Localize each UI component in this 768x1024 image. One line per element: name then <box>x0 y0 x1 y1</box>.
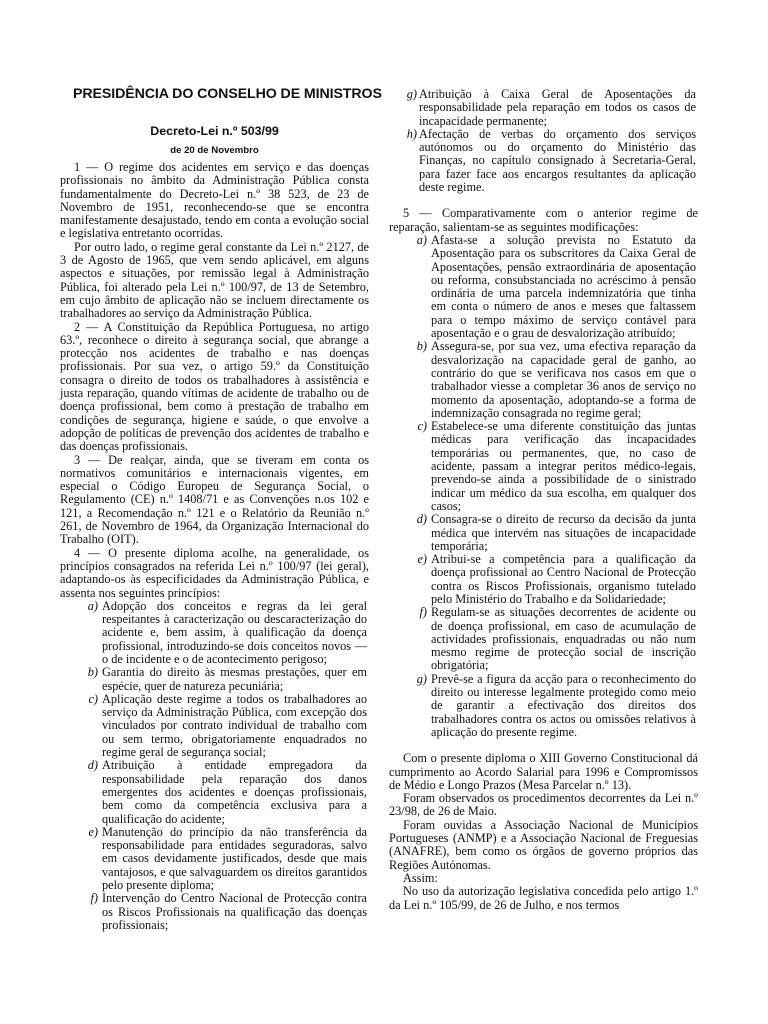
list-marker: b) <box>87 665 98 680</box>
list-item-text: Atribuição à Caixa Geral de Aposentações da responsabilidade pela reparação em todos os casos de incapacidade permanente; <box>419 87 696 128</box>
list-marker: d) <box>416 512 427 527</box>
paragraph: 2 — A Constituição da República Portuguesa, no artigo 63.º, reconhece o direito à segurança social, que abrange a protecção nos acidentes de trabalho e nas doenças profissionais. Por sua vez, o artigo 59.º da Constituição consagra o direito de todos os trabalhadores à assistência e justa reparação, quando vítimas de acidente de trabalho ou de doença profissional, bem como à prestação de trabalho em condições de segurança, higiene e saúde, o que envolve a adopção de políticas de prevenção dos acidentes de trabalho e das doenças profissionais. <box>60 319 369 454</box>
list-item <box>389 128 698 194</box>
list-marker: d) <box>87 758 98 773</box>
principles-list-continued <box>389 88 698 194</box>
list-item <box>389 234 698 340</box>
list-item-text: Prevê-se a figura da acção para o reconhecimento do direito ou interesse legalmente protegido como meio de garantir a efectivação dos direitos dos trabalhadores contra os actos ou omissões relativos à aplicação do presente regime. <box>431 671 696 739</box>
list-item <box>389 513 698 553</box>
list-marker: b) <box>416 339 427 354</box>
paragraph: Foram observados os procedimentos decorrentes da Lei n.º 23/98, de 26 de Maio. <box>389 791 698 819</box>
list-item-text: Regulam-se as situações decorrentes de acidente ou de doença profissional, em caso de acumulação de actividades profissionais, enquadradas ou não num mesmo regime de protecção social de inscrição obrigatória; <box>431 605 696 673</box>
list-marker: e) <box>88 824 98 839</box>
list-item <box>60 892 369 932</box>
list-item-text: Consagra-se o direito de recurso da decisão da junta médica que intervém nas situações de incapacidade temporária; <box>431 512 696 553</box>
list-marker: a) <box>87 598 98 613</box>
list-item-text: Estabelece-se uma diferente constituição das juntas médicas para verificação das incapacidades temporárias ou permanentes, que, no caso de acidente, passam a integrar peritos médico-legais, prevendo-se ainda a possibilidade de o sinistrado indicar um médico da sua escolha, em qualquer dos casos; <box>431 419 696 513</box>
paragraph: 4 — O presente diploma acolhe, na generalidade, os princípios consagrados na referida Lei n.º 100/97 (lei geral), adaptando-os às especificidades da Administração Pública, e assenta nos seguintes princípios: <box>60 545 369 600</box>
list-marker: f) <box>419 605 427 620</box>
list-item-text: Intervenção do Centro Nacional de Protecção contra os Riscos Profissionais na qualificação das doenças profissionais; <box>102 891 367 932</box>
list-item <box>60 693 369 759</box>
list-item <box>389 606 698 672</box>
modifications-list <box>389 234 698 739</box>
list-item-text: Aplicação deste regime a todos os trabalhadores ao serviço da Administração Pública, com excepção dos vinculados por contrato individual de trabalho com ou sem termo, obrigatoriamente enquadrados no regime geral de segurança social; <box>102 691 367 760</box>
list-marker: f) <box>90 891 98 906</box>
left-column <box>60 161 369 932</box>
list-item-text: Atribuição à entidade empregadora da responsabilidade pela reparação dos danos emergentes dos acidentes e doenças profissionais, bem como da competência exclusiva para a qualificação do acidente; <box>102 758 367 826</box>
paragraph: 3 — De realçar, ainda, que se tiveram em conta os normativos comunitários e internacionais vigentes, em especial o Código Europeu de Segurança Social, o Regulamento (CE) n.º 1408/71 e as Convenções n.os 102 e 121, a Recomendação n.º 121 e o Relatório da Reunião n.º 261, de Novembro de 1964, da Organização Internacional do Trabalho (OIT). <box>60 452 369 547</box>
list-item <box>60 666 369 693</box>
list-item-text: Garantia do direito às mesmas prestações, quer em espécie, quer de natureza pecuniária; <box>102 665 367 693</box>
list-item <box>60 759 369 825</box>
page-title: PRESIDÊNCIA DO CONSELHO DE MINISTROS <box>73 86 382 102</box>
list-item <box>389 553 698 606</box>
list-item-text: Manutenção do princípio da não transferência da responsabilidade para entidades seguradoras, salvo em casos devidamente justificados, desde que mais vantajosos, e que salvaguardem os direitos garantidos pelo presente diploma; <box>102 824 367 893</box>
list-marker: a) <box>416 232 427 247</box>
list-item-text: Afectação de verbas do orçamento dos serviços autónomos ou do orçamento do Ministério das Finanças, no capítulo consignado à Secretaria-Geral, para fazer face aos encargos resultantes da aplicação deste regime. <box>419 126 696 195</box>
list-marker: c) <box>88 691 98 706</box>
paragraph: 5 — Comparativamente com o anterior regime de reparação, salientam-se as seguintes modificações: <box>389 206 698 234</box>
paragraph: Por outro lado, o regime geral constante da Lei n.º 2127, de 3 de Agosto de 1965, que vem sendo aplicável, em alguns aspectos e situações, por remissão legal à Administração Pública, foi alterado pela Lei n.º 100/97, de 13 de Setembro, em cujo âmbito de aplicação não se incluem directamente os trabalhadores ao serviço da Administração Pública. <box>60 239 369 321</box>
list-item <box>60 826 369 892</box>
paragraph: Foram ouvidas a Associação Nacional de Municípios Portugueses (ANMP) e a Associação Nacional de Freguesias (ANAFRE), bem como os órgãos de governo próprios das Regiões Autónomas. <box>389 817 698 872</box>
list-marker: g) <box>416 671 427 686</box>
list-marker: g) <box>406 87 417 101</box>
decree-title: Decreto-Lei n.º 503/99 <box>150 124 279 138</box>
list-item <box>389 420 698 513</box>
list-item <box>389 673 698 739</box>
list-item-text: Adopção dos conceitos e regras da lei geral respeitantes à caracterização ou descaracterização do acidente e, bem assim, à qualificação da doença profissional, introduzindo-se dois conceitos novos — o de incidente e o de acontecimento perigoso; <box>102 598 367 666</box>
list-item-text: Afasta-se a solução prevista no Estatuto da Aposentação para os subscritores da Caixa Geral de Aposentações, pensão extraordinária de aposentação ou reforma, consubstanciada no acréscimo à pensão ordinária de uma parcela indemnizatória que tinha em conta o número de anos e meses que faltassem para o tempo máximo de serviço contável para aposentação e o grau de desvalorização atribuído; <box>431 232 696 341</box>
list-marker: e) <box>417 552 427 567</box>
list-item-text: Assegura-se, por sua vez, uma efectiva reparação da desvalorização na capacidade geral de ganho, ao contrário do que se verificava nos casos em que o trabalhador viesse a completar 36 anos de serviço no momento da aposentação, adoptando-se a forma de indemnização consagrada no regime geral; <box>431 339 696 420</box>
right-column <box>389 88 698 912</box>
list-marker: h) <box>406 126 417 141</box>
paragraph: Com o presente diploma o XIII Governo Constitucional dá cumprimento ao Acordo Salarial para 1996 e Compromissos de Médio e Longo Prazos (Mesa Parcelar n.º 13). <box>389 751 698 792</box>
principles-list <box>60 600 369 932</box>
paragraph: 1 — O regime dos acidentes em serviço e das doenças profissionais no âmbito da Administração Pública consta fundamentalmente do Decreto-Lei n.º 38 523, de 23 de Novembro de 1951, reconhecendo-se que se encontra manifestamente desajustado, tendo em conta a evolução social e legislativa entretanto ocorridas. <box>60 160 369 241</box>
list-item <box>60 600 369 666</box>
decree-date: de 20 de Novembro <box>170 145 259 156</box>
paragraph: No uso da autorização legislativa concedida pelo artigo 1.º da Lei n.º 105/99, de 26 de Julho, e nos termos <box>389 884 698 912</box>
list-item <box>389 88 698 128</box>
list-item <box>389 340 698 420</box>
paragraph: Assim: <box>403 870 438 885</box>
list-marker: c) <box>417 419 427 434</box>
list-item-text: Atribui-se a competência para a qualificação da doença profissional ao Centro Nacional de Protecção contra os Riscos Profissionais, organismo tutelado pelo Ministério do Trabalho e da Solidariedade; <box>431 552 696 606</box>
